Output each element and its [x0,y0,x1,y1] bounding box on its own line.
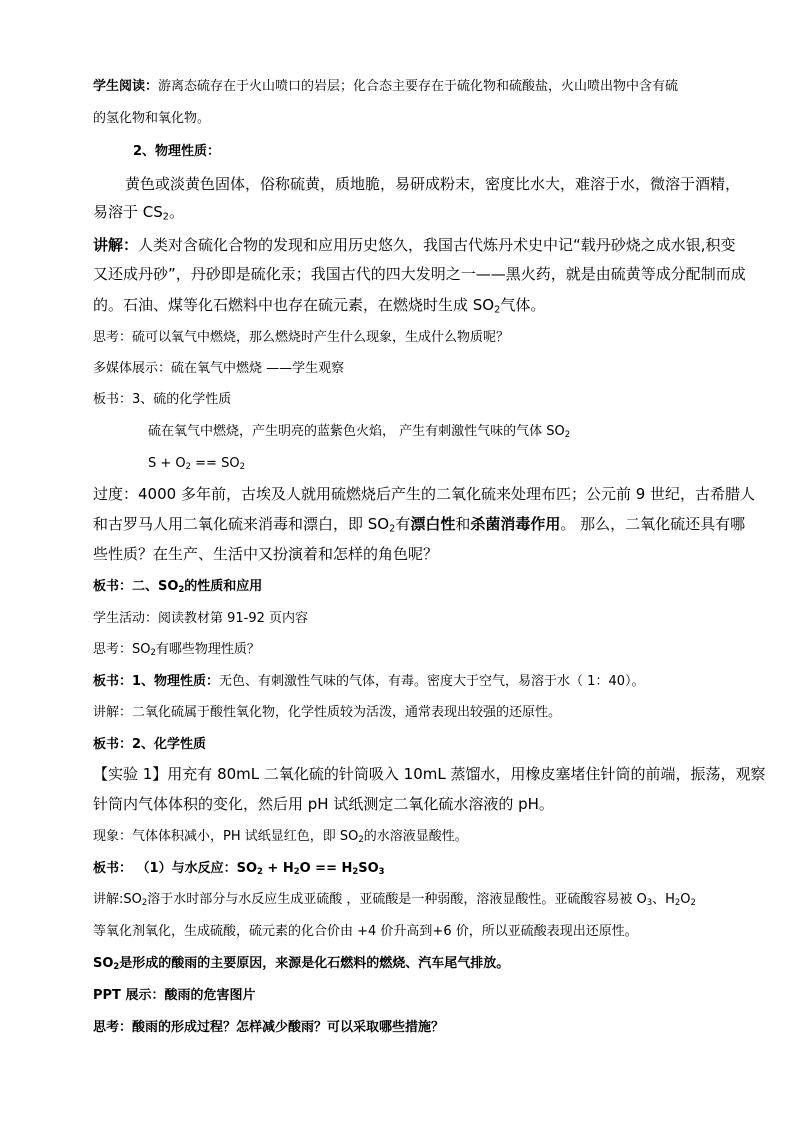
text-run: PPT 展示：酸雨的危害图片 [93,988,256,1003]
subscript: 2 [690,897,696,908]
text-run: 溶于水时部分与水反应生成亚硫酸 ，亚硫酸是一种弱酸，溶液显酸性。亚硫酸容易被 O [147,892,647,907]
text-run: 针筒内气体体积的变化，然后用 pH 试纸测定二氧化硫水溶液的 pH。 [93,795,554,813]
text-run: 板书：3、硫的化学性质 [93,392,232,407]
text-line [93,547,438,562]
text-line [93,893,696,906]
text-run: 漂白性 [410,515,456,533]
text-run: 讲解： [93,236,139,254]
text-run: 气体。 [500,296,546,314]
text-line [93,1021,444,1034]
text-line [93,643,260,656]
text-run: 思考：SO [93,642,151,657]
text-run: 多媒体展示：硫在氧气中燃烧 ——学生观察 [93,361,345,376]
subscript: 2 [113,961,120,972]
text-run: 学生活动：阅读教材第 91-92 页内容 [93,611,309,626]
subscript: 3 [646,897,653,908]
text-line [93,238,736,253]
text-run: 有哪些物理性质？ [155,642,260,657]
subscript: 2 [185,461,192,472]
text-run: 现象：气体体积减小，PH 试纸显红色，即 SO [93,829,359,844]
text-run: 些性质？在生产、生活中又扮演着和怎样的角色呢？ [93,545,439,563]
text-run: 2、物理性质： [133,144,221,159]
text-run: 又还成丹砂”，丹砂即是硫化汞；我国古代的四大发明之一——黑火药，就是由硫黄等成分配制而成 [93,265,746,283]
subscript: 2 [358,834,364,845]
text-line [93,957,509,970]
subscript: 2 [494,304,501,316]
text-line [93,112,210,125]
text-run: 。 那么，二氧化硫还具有哪 [560,515,746,533]
text-line [93,989,255,1002]
text-run: 讲解:SO [93,892,142,907]
text-run: 的性质和应用 [184,579,263,594]
text-run: 等氧化剂氧化，生成硫酸，硫元素的化合价由 +4 价升高到+6 价，所以亚硫酸表现出还原性。 [93,924,638,939]
text-line [93,925,638,938]
text-run: 板书：2、化学性质 [93,737,207,752]
text-run: 硫在氧气中燃烧，产生明亮的蓝紫色火焰， 产生有刺激性气味的气体 SO [148,424,565,439]
subscript: 2 [239,461,245,472]
text-line [93,487,755,502]
text-run: 思考：酸雨的形成过程？怎样减少酸雨？可以采取哪些措施？ [93,1020,445,1035]
subscript: 2 [564,429,571,440]
section-heading [133,145,220,158]
text-line [93,612,308,625]
text-run: 的氢化物和氧化物。 [93,111,211,126]
text-run: 和古罗马人用二氧化硫来消毒和漂白，即 SO [93,515,390,533]
text-run: 的水溶液显酸性。 [363,829,468,844]
text-run: + H [262,861,294,876]
text-line [93,362,344,375]
text-line [93,767,766,782]
text-run: 。 [168,203,184,221]
text-run: 是形成的酸雨的主要原因，来源是化石燃料的燃烧、汽车尾气排放。 [119,956,510,971]
subscript: 3 [378,866,385,877]
text-run: 游离态硫存在于火山喷口的岩层；化合态主要存在于硫化物和硫酸盐，火山喷出物中含有硫 [158,79,679,94]
text-run: 思考：硫可以氧气中燃烧，那么燃烧时产生什么现象，生成什么物质呢？ [93,330,510,345]
text-line [93,393,231,406]
subscript: 2 [150,647,156,658]
text-run: （1）与水反应：SO [132,861,258,876]
subscript: 2 [389,523,396,535]
text-run: 黄色或淡黄色固体，俗称硫黄，质地脆，易研成粉末，密度比水大，难溶于水，微溶于酒精， [125,175,741,193]
text-run: 的。石油、煤等化石燃料中也存在硫元素，在燃烧时生成 SO [93,296,495,314]
text-run: O [680,892,691,907]
text-run: SO [93,956,114,971]
text-line [93,296,546,316]
text-line [93,515,746,535]
text-run: 过度：4000 多年前，古埃及人就用硫燃烧后产生的二氧化硫来处理布匹；公元前 9 世纪，古希腊人 [93,485,756,503]
text-line [125,177,740,192]
text-run: 有 [395,515,411,533]
text-line [93,331,509,344]
text-line [93,675,645,688]
text-run: 杀菌消毒作用 [470,515,561,533]
subscript: 2 [293,866,300,877]
text-run: 学生阅读： [93,79,159,94]
text-line [93,797,554,812]
subscript: 2 [162,211,169,223]
equation [93,862,385,875]
subscript: 2 [141,897,148,908]
text-line [93,706,561,719]
equation [148,457,245,470]
text-run: 板书：二、SO [93,579,179,594]
text-run: 板书：1、物理性质： [93,674,220,689]
text-line [93,267,746,282]
text-line [93,80,678,93]
text-line [93,830,468,843]
text-line [148,425,570,438]
text-run: 易溶于 CS [93,203,163,221]
subscript: 2 [352,866,359,877]
text-run: O == H [299,861,353,876]
subscript: 2 [178,584,185,595]
text-run: 讲解：二氧化硫属于酸性氧化物，化学性质较为活泼，通常表现出较强的还原性。 [93,705,562,720]
text-run: 人类对含硫化合物的发现和应用历史悠久，我国古代炼丹术史中记“载丹砂烧之成水银,积变 [138,236,736,254]
text-run: 、H [652,892,675,907]
text-run: == SO [191,456,240,471]
text-run: 无色、有刺激性气味的气体，有毒。密度大于空气，易溶于水（ 1：40）。 [219,674,645,689]
text-line [93,738,206,751]
subscript: 2 [674,897,681,908]
text-run: 板书： [93,861,133,876]
text-line [93,203,184,223]
text-run: S + O [148,456,186,471]
text-line [93,580,262,593]
text-run: SO [358,861,379,876]
text-run: 和 [455,515,471,533]
subscript: 2 [257,866,263,877]
text-run: 【实验 1】用充有 80mL 二氧化硫的针筒吸入 10mL 蒸馏水，用橡皮塞堵住针筒的前端，振荡，观察 [93,765,766,783]
